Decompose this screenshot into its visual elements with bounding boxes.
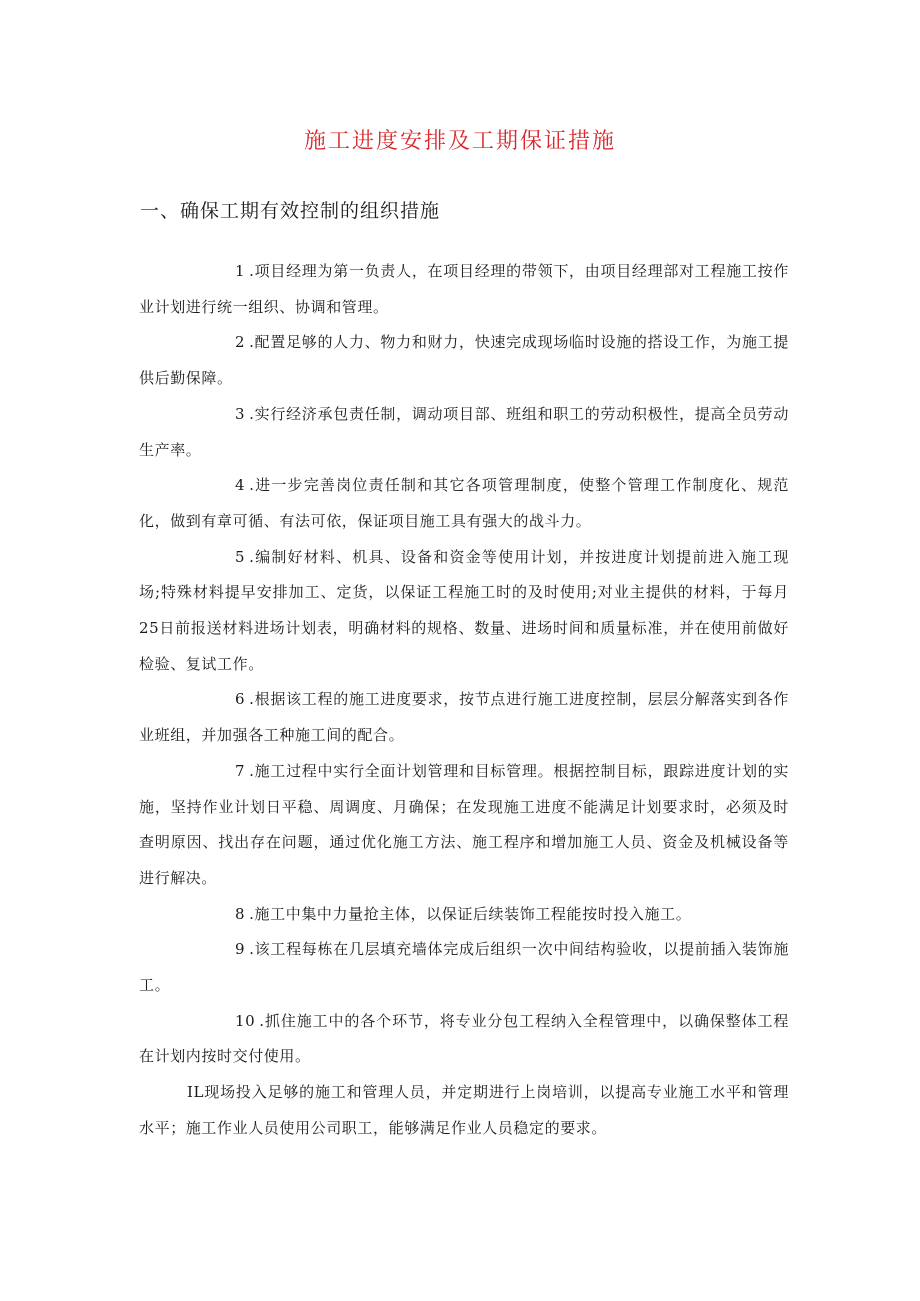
item-number: 6 [235, 690, 246, 709]
item-text: .该工程每栋在几层填充墙体完成后组织一次中间结构验收，以提前插入装饰施工。 [139, 940, 789, 995]
item-number: 5 [235, 547, 246, 566]
document-body [139, 254, 789, 1147]
list-item [139, 1075, 789, 1146]
item-number: 9 [235, 940, 246, 959]
item-text: .施工过程中实行全面计划管理和目标管理。根据控制目标，跟踪进度计划的实施，坚持作业计划日平稳、周调度、月确保；在发现施工进度不能满足计划要求时，必须及时查明原因、找出存在问题，通过优化施工方法、施工程序和增加施工人员、资金及机械设备等进行解决。 [139, 761, 789, 887]
item-text: .施工中集中力量抢主体，以保证后续装饰工程能按时投入施工。 [249, 904, 692, 923]
section-heading: 一、确保工期有效控制的组织措施 [140, 200, 441, 222]
list-item [139, 897, 789, 933]
item-text: .进一步完善岗位责任制和其它各项管理制度，使整个管理工作制度化、规范化，做到有章可循、有法可依，保证项目施工具有强大的战斗力。 [139, 476, 789, 530]
list-item [139, 932, 789, 1003]
item-number: 1 [235, 262, 246, 280]
list-item [139, 682, 789, 753]
item-text: .项目经理为第一负责人，在项目经理的带领下，由项目经理部对工程施工按作业计划进行统一组织、协调和管理。 [139, 262, 789, 316]
item-text: .编制好材料、机具、设备和资金等使用计划，并按进度计划提前进入施工现场;特殊材料提早安排加工、定货，以保证工程施工时的及时使用;对业主提供的材料，于每月25日前报送材料进场计划表，明确材料的规格、数量、进场时间和质量标准，并在使用前做好检验、复试工作。 [139, 547, 789, 673]
list-item [139, 754, 789, 897]
document-title: 施工进度安排及工期保证措施 [303, 129, 616, 154]
item-text: .抓住施工中的各个环节，将专业分包工程纳入全程管理中，以确保整体工程在计划内按时交付使用。 [139, 1011, 789, 1066]
item-text: .实行经济承包责任制，调动项目部、班组和职工的劳动积极性，提高全员劳动生产率。 [139, 404, 789, 459]
item-text: 现场投入足够的施工和管理人员，并定期进行上岗培训，以提高专业施工水平和管理水平；施工作业人员使用公司职工，能够满足作业人员稳定的要求。 [139, 1083, 789, 1137]
list-item [139, 540, 789, 683]
item-number: 3 [235, 404, 246, 423]
item-number: 8 [235, 904, 246, 923]
item-number: 2 [235, 333, 246, 352]
item-number: 7 [235, 761, 246, 780]
list-item [139, 468, 789, 539]
item-number: IL [187, 1083, 205, 1102]
list-item [139, 254, 789, 325]
item-text: .根据该工程的施工进度要求，按节点进行施工进度控制，层层分解落实到各作业班组，并加强各工种施工间的配合。 [139, 690, 789, 745]
item-text: .配置足够的人力、物力和财力，快速完成现场临时设施的搭设工作，为施工提供后勤保障。 [139, 333, 789, 388]
item-number: 10 [235, 1011, 256, 1030]
item-number: 4 [235, 476, 246, 495]
list-item [139, 325, 789, 396]
list-item [139, 1004, 789, 1075]
list-item [139, 397, 789, 468]
